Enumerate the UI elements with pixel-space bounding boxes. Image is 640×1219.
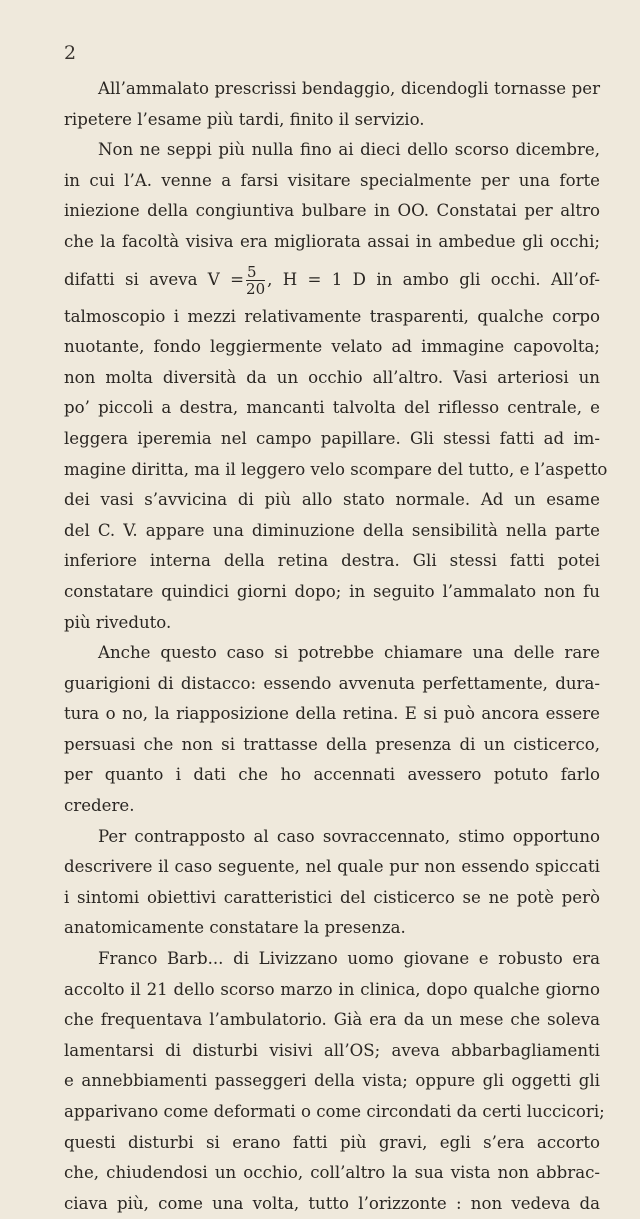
- text-line: talmoscopio i mezzi relativamente trasparenti, qualche corpo: [64, 306, 600, 326]
- text-line: più riveduto.: [64, 612, 172, 632]
- text-line: tura o no, la riapposizione della retina. E si può ancora essere: [64, 704, 600, 724]
- text-line: guarigioni di distacco: essendo avvenuta perfettamente, dura-: [64, 673, 600, 693]
- text-line: accolto il 21 dello scorso marzo in clinica, dopo qualche giorno: [64, 979, 600, 999]
- text-line: persuasi che non si trattasse della presenza di un cisticerco,: [64, 734, 600, 754]
- text-line: ripetere l’esame più tardi, finito il servizio.: [64, 109, 425, 129]
- formula-text-after: , H = 1 D in ambo gli occhi. All’of-: [267, 269, 600, 289]
- text-line: non molta diversità da un occhio all’altro. Vasi arteriosi un: [64, 367, 600, 387]
- text-line: Non ne seppi più nulla fino ai dieci dello scorso dicembre,: [98, 140, 600, 160]
- text-line: per quanto i dati che ho accennati avessero potuto farlo: [64, 765, 600, 785]
- fraction-denominator: 20: [246, 279, 266, 298]
- fraction-numerator: 5: [246, 264, 265, 281]
- visual-acuity-fraction: [246, 264, 265, 297]
- formula-line: [64, 258, 600, 302]
- text-line: del C. V. appare una diminuzione della sensibilità nella parte: [64, 520, 600, 540]
- text-line: iniezione della congiuntiva bulbare in OO. Constatai per altro: [64, 201, 600, 221]
- text-line: inferiore interna della retina destra. Gli stessi fatti potei: [64, 551, 600, 571]
- text-line: Anche questo caso si potrebbe chiamare una delle rare: [98, 643, 600, 663]
- text-line: All’ammalato prescrissi bendaggio, dicendogli tornasse per: [98, 79, 600, 98]
- text-line: po’ piccoli a destra, mancanti talvolta del riflesso centrale, e: [64, 398, 600, 418]
- formula-text-before: difatti si aveva V =: [64, 269, 245, 289]
- text-line: apparivano come deformati o come circondati da certi luccicori;: [64, 1102, 605, 1121]
- text-line: e annebbiamenti passeggeri della vista; oppure gli oggetti gli: [64, 1071, 600, 1091]
- text-line: descrivere il caso seguente, nel quale pur non essendo spiccati: [64, 857, 600, 877]
- text-line: che, chiudendosi un occhio, coll’altro la sua vista non abbrac-: [64, 1163, 600, 1183]
- text-line: anatomicamente constatare la presenza.: [64, 918, 406, 938]
- page-number: 2: [64, 42, 77, 64]
- text-line: nuotante, fondo leggiermente velato ad immagine capovolta;: [64, 337, 600, 357]
- text-line: constatare quindici giorni dopo; in seguito l’ammalato non fu: [64, 581, 600, 601]
- text-line: ciava più, come una volta, tutto l’orizzonte : non vedeva da: [64, 1193, 600, 1213]
- text-line: dei vasi s’avvicina di più allo stato normale. Ad un esame: [64, 490, 600, 510]
- text-line: Franco Barb... di Livizzano uomo giovane e robusto era: [98, 949, 600, 969]
- text-line: lamentarsi di disturbi visivi all’OS; aveva abbarbagliamenti: [64, 1040, 600, 1060]
- text-line: Per contrapposto al caso sovraccennato, stimo opportuno: [98, 826, 600, 846]
- text-line: credere.: [64, 796, 135, 816]
- text-line: magine diritta, ma il leggero velo scompare del tutto, e l’aspetto: [64, 459, 608, 479]
- text-line: che la facoltà visiva era migliorata assai in ambedue gli occhi;: [64, 231, 600, 251]
- text-line: leggera iperemia nel campo papillare. Gli stessi fatti ad im-: [64, 428, 600, 448]
- text-line: che frequentava l’ambulatorio. Già era da un mese che soleva: [64, 1010, 600, 1030]
- text-line: i sintomi obiettivi caratteristici del cisticerco se ne potè però: [64, 887, 600, 907]
- text-line: in cui l’A. venne a farsi visitare specialmente per una forte: [64, 170, 600, 190]
- body-text: [64, 74, 608, 1219]
- text-line: questi disturbi si erano fatti più gravi, egli s’era accorto: [64, 1132, 600, 1152]
